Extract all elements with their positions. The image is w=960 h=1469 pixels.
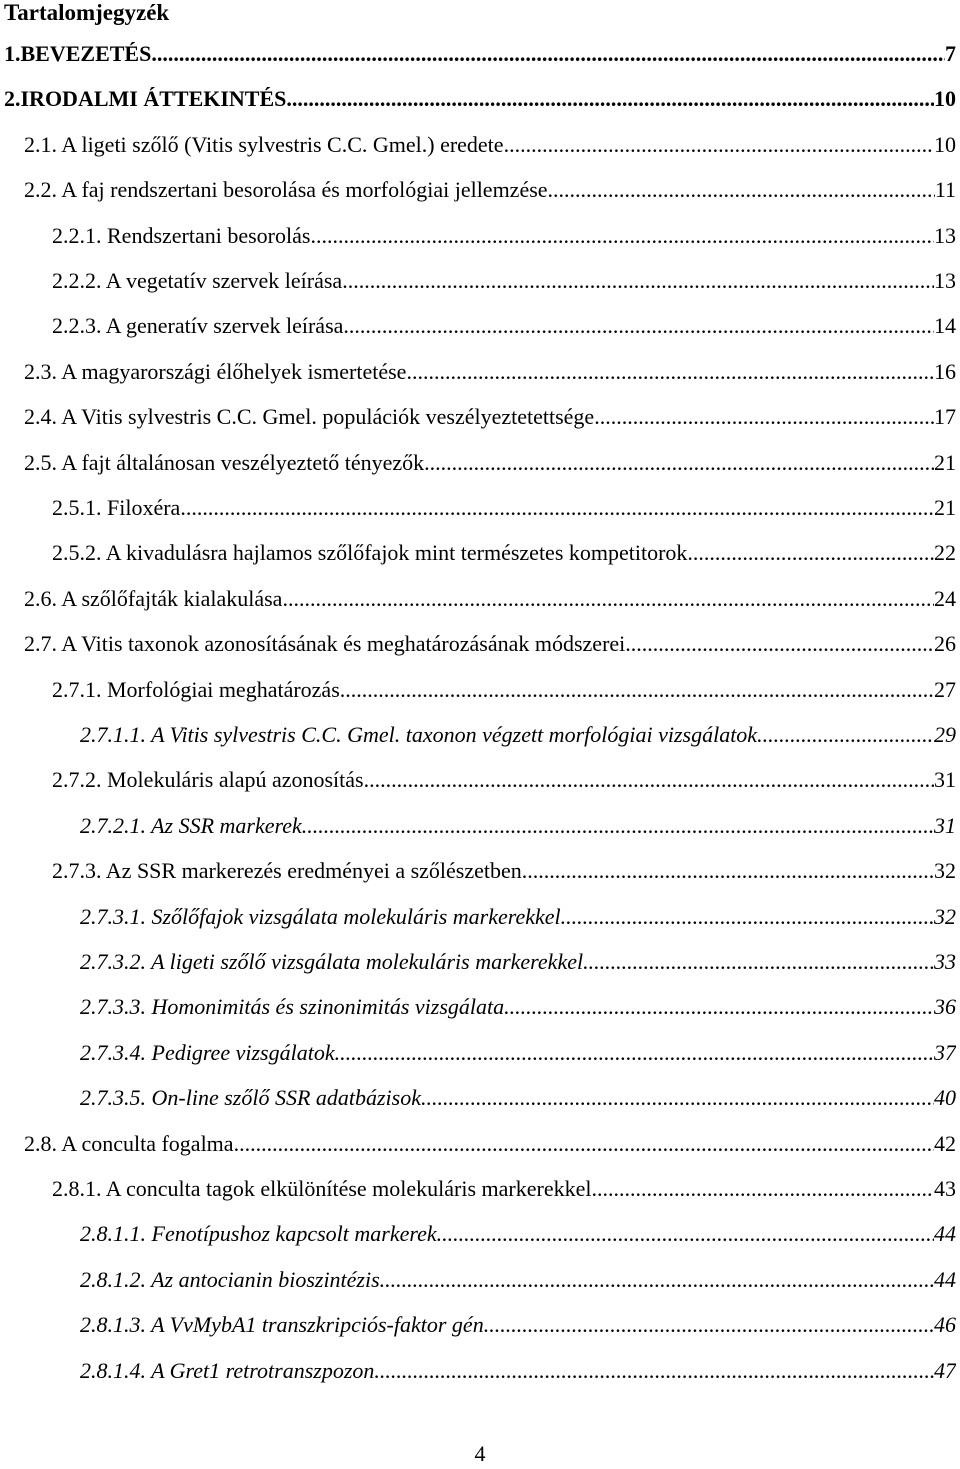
toc-dot-leader — [591, 1169, 934, 1209]
toc-dot-leader — [504, 987, 934, 1027]
toc-entry-title: A ligeti szőlő (Vitis sylvestris C.C. Gmel.) eredete — [57, 131, 504, 157]
page-title: Tartalomjegyzék — [4, 0, 170, 25]
toc-dot-leader — [151, 34, 945, 74]
toc-entry-title: A vegetatív szervek leírása — [101, 268, 343, 293]
toc-dot-leader — [548, 170, 935, 210]
toc-entry-number: 2.8.1. — [52, 1176, 102, 1201]
toc-dot-leader — [343, 306, 934, 346]
toc-entry-page: 22 — [934, 540, 956, 566]
toc-entry-number: 2.7. — [24, 631, 57, 657]
toc-dot-leader — [286, 79, 934, 119]
toc-entry[interactable] — [80, 897, 956, 937]
toc-entry-number: 2.2.2. — [52, 268, 102, 293]
toc-dot-leader — [561, 897, 934, 937]
toc-entry-number: 2.7.3. — [52, 858, 102, 884]
toc-entry[interactable] — [52, 851, 956, 891]
toc-entry[interactable] — [52, 306, 956, 346]
toc-entry-page: 24 — [934, 585, 956, 611]
toc-entry[interactable] — [52, 1169, 956, 1209]
toc-entry[interactable] — [80, 1351, 956, 1391]
toc-entry[interactable] — [24, 1124, 956, 1164]
toc-entry-title: Szőlőfajok vizsgálata molekuláris markerekkel — [146, 903, 561, 929]
toc-dot-leader — [374, 1351, 934, 1391]
toc-dot-leader — [340, 670, 934, 710]
toc-entry-page: 11 — [934, 177, 956, 203]
toc-entry-number: 2.7.1. — [52, 676, 102, 702]
toc-entry-page: 31 — [934, 812, 956, 838]
toc-entry-page: 14 — [934, 313, 956, 339]
toc-entry-page: 32 — [934, 903, 956, 929]
toc-entry-number: 2.6. — [24, 585, 57, 611]
toc-entry-number: 2.2. — [24, 177, 57, 203]
toc-entry-page: 7 — [945, 41, 956, 66]
toc-dot-leader — [342, 261, 934, 301]
toc-entry-page: 16 — [934, 358, 956, 384]
toc-dot-leader — [335, 1033, 934, 1073]
toc-entry-title: A kivadulásra hajlamos szőlőfajok mint természetes kompetitorok — [101, 540, 688, 566]
toc-entry-title: Pedigree vizsgálatok — [146, 1039, 335, 1065]
toc-entry-title: Az antocianin bioszintézis — [146, 1266, 380, 1292]
toc-dot-leader — [583, 942, 934, 982]
toc-dot-leader — [424, 443, 934, 483]
toc-dot-leader — [406, 352, 934, 392]
toc-entry-number: 2.4. — [24, 404, 57, 430]
toc-entry-number: 2.7.3.2. — [80, 949, 146, 974]
toc-entry-page: 17 — [934, 404, 956, 430]
toc-entry[interactable] — [24, 397, 956, 437]
toc-entry-page: 27 — [934, 676, 956, 702]
toc-entry-title: A faj rendszertani besorolása és morfológiai jellemzése — [57, 177, 548, 203]
toc-dot-leader — [380, 1260, 934, 1300]
toc-entry[interactable] — [24, 579, 956, 619]
toc-entry-page: 47 — [934, 1357, 956, 1383]
page-number: 4 — [474, 1441, 486, 1466]
toc-entry-number: 1. — [4, 41, 21, 66]
toc-entry[interactable] — [52, 760, 956, 800]
toc-dot-leader — [310, 216, 934, 256]
toc-entry-number: 2.8.1.3. — [80, 1312, 146, 1338]
toc-entry-number: 2.7.3.5. — [80, 1085, 146, 1111]
toc-entry-page: 31 — [934, 767, 956, 793]
toc-entry[interactable] — [80, 1260, 956, 1300]
toc-entry-title: A Gret1 retrotranszpozon — [146, 1357, 375, 1383]
toc-entry-title: Morfológiai meghatározás — [101, 676, 340, 702]
toc-entry-number: 2.8.1.1. — [80, 1221, 146, 1247]
toc-entry-title: A Vitis sylvestris C.C. Gmel. populációk veszélyeztetettsége — [57, 404, 595, 430]
toc-entry-page: 42 — [934, 1130, 956, 1156]
toc-entry[interactable] — [24, 352, 956, 392]
toc-entry[interactable] — [80, 1078, 956, 1118]
toc-entry-title: IRODALMI ÁTTEKINTÉS — [20, 86, 287, 112]
toc-entry-title: Molekuláris alapú azonosítás — [101, 767, 364, 793]
toc-entry-number: 2.7.3.1. — [80, 903, 146, 929]
toc-entry[interactable] — [24, 624, 956, 664]
toc-entry-page: 46 — [934, 1312, 956, 1338]
toc-entry-title: Fenotípushoz kapcsolt markerek — [146, 1221, 437, 1247]
toc-entry-page: 21 — [934, 495, 956, 520]
toc-entry-title: A fajt általánosan veszélyeztető tényezők — [57, 449, 425, 475]
toc-dot-leader — [180, 488, 934, 528]
toc-entry-page: 10 — [934, 86, 956, 112]
toc-entry-number: 2.7.3.4. — [80, 1039, 146, 1065]
toc-entry-number: 2.7.1.1. — [80, 722, 146, 747]
toc-entry-page: 33 — [934, 949, 956, 974]
toc-entry-title: Homonimitás és szinonimitás vizsgálata — [146, 994, 505, 1020]
toc-entry-number: 2.7.2. — [52, 767, 102, 793]
toc-entry[interactable] — [24, 125, 956, 165]
toc-entry-title: A Vitis taxonok azonosításának és meghatározásának módszerei — [57, 631, 626, 657]
toc-entry-title: A generatív szervek leírása — [101, 313, 344, 339]
toc-entry[interactable] — [52, 670, 956, 710]
toc-dot-leader — [625, 624, 934, 664]
toc-entry-title: Rendszertani besorolás — [101, 222, 311, 248]
toc-dot-leader — [282, 579, 934, 619]
toc-entry[interactable] — [80, 987, 956, 1027]
toc-entry-number: 2.7.2.1. — [80, 812, 146, 838]
toc-entry-number: 2.8.1.4. — [80, 1357, 146, 1383]
toc-entry-title: BEVEZETÉS — [20, 41, 152, 66]
toc-entry-page: 44 — [934, 1266, 956, 1292]
toc-dot-leader — [364, 760, 934, 800]
toc-entry-page: 13 — [934, 268, 956, 293]
toc-entry-number: 2.1. — [24, 131, 57, 157]
toc-entry[interactable] — [52, 533, 956, 573]
toc-entry-title: A szőlőfajták kialakulása — [57, 585, 283, 611]
toc-entry-number: 2.7.3.3. — [80, 994, 146, 1020]
toc-entry-number: 2.2.3. — [52, 313, 102, 339]
toc-entry-number: 2.2.1. — [52, 222, 102, 248]
toc-entry[interactable] — [80, 715, 956, 755]
toc-dot-leader — [757, 715, 934, 755]
toc-dot-leader — [504, 125, 934, 165]
toc-entry-number: 2.5.1. — [52, 495, 102, 520]
toc-entry-number: 2.5.2. — [52, 540, 102, 566]
toc-entry[interactable] — [52, 488, 956, 528]
toc-entry[interactable] — [80, 806, 956, 846]
toc-entry-title: Az SSR markerek — [146, 812, 302, 838]
toc-entry[interactable] — [52, 216, 956, 256]
toc-dot-leader — [234, 1124, 934, 1164]
toc-entry-title: A ligeti szőlő vizsgálata molekuláris markerekkel — [146, 949, 584, 974]
toc-entry-number: 2.3. — [24, 358, 57, 384]
toc-entry-page: 32 — [934, 858, 956, 884]
toc-entry-page: 43 — [934, 1176, 956, 1201]
toc-entry[interactable] — [24, 170, 956, 210]
toc-entry-title: A conculta tagok elkülönítése molekuláris markerekkel — [101, 1176, 592, 1201]
toc-entry-page: 29 — [934, 722, 956, 747]
toc-entry[interactable] — [4, 34, 956, 74]
toc-entry[interactable] — [80, 1214, 956, 1254]
toc-dot-leader — [594, 397, 934, 437]
toc-dot-leader — [522, 851, 934, 891]
toc-entry[interactable] — [52, 261, 956, 301]
toc-dot-leader — [484, 1305, 934, 1345]
toc-entry[interactable] — [80, 1305, 956, 1345]
toc-entry-page: 13 — [934, 222, 956, 248]
toc-entry-page: 21 — [934, 449, 956, 475]
toc-entry-number: 2.8. — [24, 1130, 57, 1156]
toc-dot-leader — [437, 1214, 934, 1254]
toc-entry-title: A conculta fogalma — [57, 1130, 234, 1156]
toc-entry[interactable] — [24, 443, 956, 483]
toc-entry-page: 37 — [934, 1039, 956, 1065]
toc-entry-title: A VvMybA1 transzkripciós-faktor gén — [146, 1312, 484, 1338]
toc-entry-page: 26 — [934, 631, 956, 657]
toc-entry[interactable] — [80, 1033, 956, 1073]
toc-entry[interactable] — [80, 942, 956, 982]
toc-entry-page: 36 — [934, 994, 956, 1020]
toc-entry-title: A Vitis sylvestris C.C. Gmel. taxonon végzett morfológiai vizsgálatok — [146, 722, 758, 747]
toc-entry-page: 10 — [934, 131, 956, 157]
toc-dot-leader — [421, 1078, 934, 1118]
toc-entry-title: On-line szőlő SSR adatbázisok — [146, 1085, 421, 1111]
toc-entry-page: 44 — [934, 1221, 956, 1247]
toc-dot-leader — [302, 806, 934, 846]
toc-entry[interactable] — [4, 79, 956, 119]
toc-entry-number: 2.5. — [24, 449, 57, 475]
toc-entry-number: 2.8.1.2. — [80, 1266, 146, 1292]
toc-entry-number: 2. — [4, 86, 21, 112]
toc-entry-title: Az SSR markerezés eredményei a szőlészetben — [101, 858, 522, 884]
toc-entry-title: Filoxéra — [101, 495, 181, 520]
toc-entry-title: A magyarországi élőhelyek ismertetése — [57, 358, 407, 384]
toc-dot-leader — [687, 533, 934, 573]
toc-entry-page: 40 — [934, 1085, 956, 1111]
